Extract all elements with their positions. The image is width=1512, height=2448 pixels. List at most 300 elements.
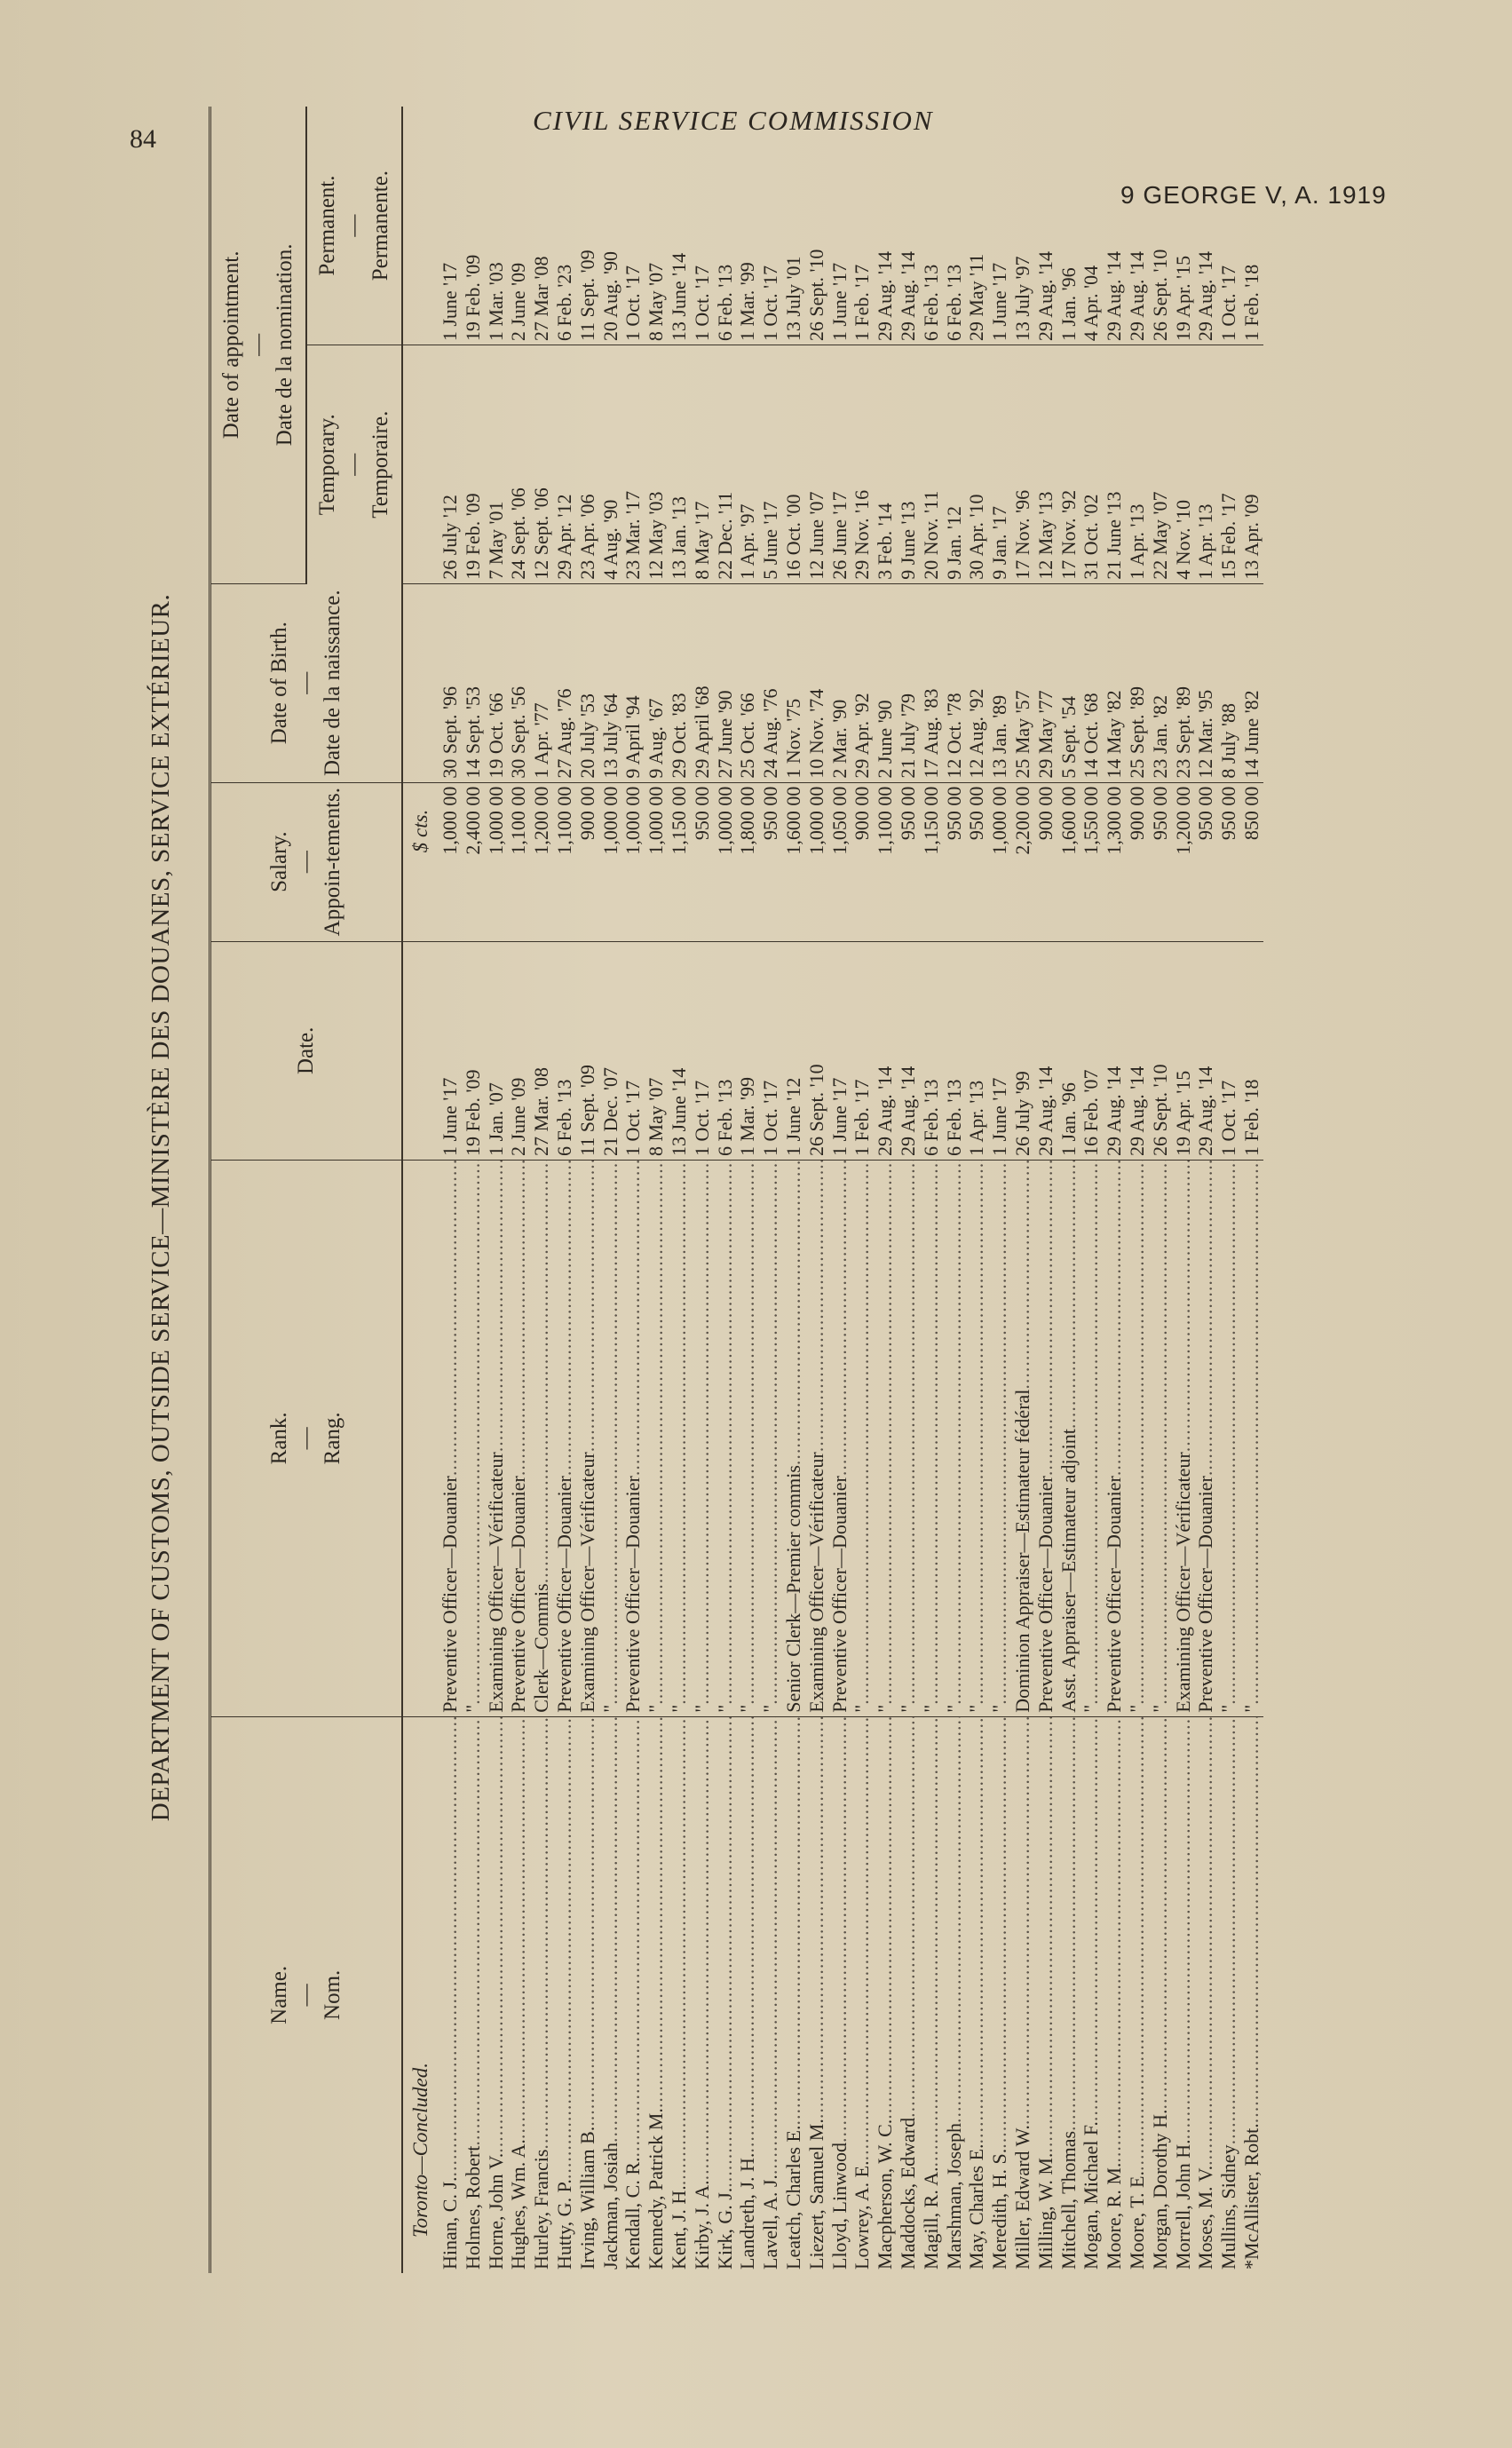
- cell-birth: 27 June '90: [714, 583, 737, 782]
- cell-birth: 23 Sept. '89: [1172, 583, 1195, 782]
- cell-date: 1 June '17: [439, 941, 462, 1160]
- cell-date: 1 Jan. '96: [1057, 941, 1081, 1160]
- cell-rank: " .....: [599, 1160, 622, 1716]
- cell-rank: " .....: [759, 1160, 782, 1716]
- cell-name: Liezert, Samuel M. .....: [805, 1716, 828, 2273]
- cell-date: 29 Aug. '14: [1103, 941, 1126, 1160]
- cell-date: 1 Oct. '17: [759, 941, 782, 1160]
- cell-salary: 1,800 00: [736, 782, 759, 941]
- cell-rank: Preventive Officer—Douanier .....: [1103, 1160, 1126, 1716]
- cell-rank: Examining Officer—Vérificateur .....: [1172, 1160, 1195, 1716]
- cell-temporary: 9 June '13: [897, 345, 920, 584]
- table-row: [943, 107, 966, 2273]
- cell-birth: 14 June '82: [1240, 583, 1263, 782]
- cell-date: 1 June '17: [988, 941, 1011, 1160]
- cell-birth: 23 Jan. '82: [1149, 583, 1172, 782]
- cell-birth: 12 Mar. '95: [1194, 583, 1217, 782]
- cell-birth: 25 May '57: [1011, 583, 1034, 782]
- cell-birth: 1 Nov. '75: [782, 583, 805, 782]
- cell-permanent: 1 Oct. '17: [1217, 107, 1240, 345]
- cell-rank: Preventive Officer—Douanier .....: [1034, 1160, 1057, 1716]
- cell-birth: 20 July '53: [576, 583, 599, 782]
- cell-birth: 29 Apr. '92: [851, 583, 874, 782]
- cell-permanent: 1 June '17: [988, 107, 1011, 345]
- cell-permanent: 1 June '17: [828, 107, 851, 345]
- cell-permanent: 29 Aug. '14: [874, 107, 897, 345]
- cell-permanent: 1 Mar. '99: [736, 107, 759, 345]
- cell-date: 1 Feb. '17: [851, 941, 874, 1160]
- cell-rank: Dominion Appraiser—Estimateur fédéral .....: [1011, 1160, 1034, 1716]
- cell-temporary: 3 Feb. '14: [874, 345, 897, 584]
- cell-name: Marshman, Joseph .....: [943, 1716, 966, 2273]
- cell-name: Landreth, J. H. .....: [736, 1716, 759, 2273]
- cell-name: Horne, John V. .....: [485, 1716, 508, 2273]
- table-row: [851, 107, 874, 2273]
- cell-temporary: 23 Apr. '06: [576, 345, 599, 584]
- cell-rank: " .....: [920, 1160, 943, 1716]
- cell-birth: 12 Aug. '92: [965, 583, 988, 782]
- table-row: [1172, 107, 1195, 2273]
- cell-birth: 1 Apr. '77: [530, 583, 553, 782]
- cell-salary: 1,000 00: [645, 782, 668, 941]
- header-date: Date.: [210, 941, 403, 1160]
- cell-name: Kennedy, Patrick M. .....: [645, 1716, 668, 2273]
- cell-temporary: 20 Nov. '11: [920, 345, 943, 584]
- cell-temporary: 12 June '07: [805, 345, 828, 584]
- cell-name: Hurley, Francis .....: [530, 1716, 553, 2273]
- cell-rank: Examining Officer—Vérificateur .....: [576, 1160, 599, 1716]
- cell-birth: 14 Sept. '53: [462, 583, 485, 782]
- table-row: [1080, 107, 1103, 2273]
- cell-birth: 25 Sept. '89: [1126, 583, 1149, 782]
- table-row: [621, 107, 645, 2273]
- rotated-table-region: [146, 107, 1452, 2273]
- cell-rank: Preventive Officer—Douanier .....: [553, 1160, 576, 1716]
- cell-temporary: 22 Dec. '11: [714, 345, 737, 584]
- cell-name: Moses, M. V. .....: [1194, 1716, 1217, 2273]
- cell-name: Kirby, J. A. .....: [691, 1716, 714, 2273]
- cell-permanent: 19 Feb. '09: [462, 107, 485, 345]
- cell-rank: " .....: [1217, 1160, 1240, 1716]
- cell-salary: 850 00: [1240, 782, 1263, 941]
- cell-birth: 2 June '90: [874, 583, 897, 782]
- cell-rank: " .....: [874, 1160, 897, 1716]
- cell-permanent: 2 June '09: [507, 107, 530, 345]
- cell-temporary: 19 Feb. '09: [462, 345, 485, 584]
- cell-salary: 1,000 00: [714, 782, 737, 941]
- cell-rank: " .....: [691, 1160, 714, 1716]
- table-row: [691, 107, 714, 2273]
- cell-birth: 2 Mar. '90: [828, 583, 851, 782]
- cell-name: Lavell, A. J. .....: [759, 1716, 782, 2273]
- cell-permanent: 1 Oct. '17: [759, 107, 782, 345]
- cell-temporary: 12 May '03: [645, 345, 668, 584]
- cell-rank: Examining Officer—Vérificateur .....: [485, 1160, 508, 1716]
- cell-date: 1 Apr. '13: [965, 941, 988, 1160]
- cell-name: Irving, William B. .....: [576, 1716, 599, 2273]
- table-row: [1126, 107, 1149, 2273]
- cell-salary: 950 00: [1194, 782, 1217, 941]
- cell-permanent: 29 Aug. '14: [897, 107, 920, 345]
- cell-temporary: 16 Oct. '00: [782, 345, 805, 584]
- cell-permanent: 1 Feb. '17: [851, 107, 874, 345]
- table-row: [599, 107, 622, 2273]
- cell-birth: 24 Aug. '76: [759, 583, 782, 782]
- cell-name: Mitchell, Thomas .....: [1057, 1716, 1081, 2273]
- cell-rank: " .....: [1080, 1160, 1103, 1716]
- cell-temporary: 23 Mar. '17: [621, 345, 645, 584]
- cell-date: 29 Aug. '14: [1194, 941, 1217, 1160]
- header-appointment: Date of appointment. — Date de la nomination.: [210, 107, 307, 583]
- cell-date: 19 Feb. '09: [462, 941, 485, 1160]
- cell-name: Kent, J. H. .....: [668, 1716, 691, 2273]
- salary-units: $ cts.: [402, 782, 439, 941]
- table-row: [1103, 107, 1126, 2273]
- cell-salary: 900 00: [1126, 782, 1149, 941]
- cell-temporary: 22 May '07: [1149, 345, 1172, 584]
- table-row: [897, 107, 920, 2273]
- cell-name: Milling, W. M. .....: [1034, 1716, 1057, 2273]
- cell-salary: 900 00: [1034, 782, 1057, 941]
- cell-permanent: 1 Oct. '17: [691, 107, 714, 345]
- cell-name: Hutty, G. P. .....: [553, 1716, 576, 2273]
- cell-permanent: 20 Aug. '90: [599, 107, 622, 345]
- cell-temporary: 13 Jan. '13: [668, 345, 691, 584]
- running-head: CIVIL SERVICE COMMISSION: [533, 105, 934, 136]
- cell-permanent: 6 Feb. '23: [553, 107, 576, 345]
- cell-permanent: 1 Mar. '03: [485, 107, 508, 345]
- cell-permanent: 26 Sept. '10: [1149, 107, 1172, 345]
- cell-rank: " .....: [965, 1160, 988, 1716]
- table-row: [485, 107, 508, 2273]
- cell-rank: " .....: [645, 1160, 668, 1716]
- table-row: [1011, 107, 1034, 2273]
- cell-name: Kendall, C. R. .....: [621, 1716, 645, 2273]
- table-row: [1034, 107, 1057, 2273]
- cell-date: 29 Aug. '14: [897, 941, 920, 1160]
- cell-rank: Examining Officer—Vérificateur .....: [805, 1160, 828, 1716]
- cell-birth: 9 Aug. '67: [645, 583, 668, 782]
- cell-temporary: 26 July '12: [439, 345, 462, 584]
- cell-date: 6 Feb. '13: [714, 941, 737, 1160]
- cell-rank: Preventive Officer—Douanier .....: [621, 1160, 645, 1716]
- cell-temporary: 17 Nov. '96: [1011, 345, 1034, 584]
- table-row: [782, 107, 805, 2273]
- cell-salary: 1,100 00: [507, 782, 530, 941]
- session-label: 9 GEORGE V, A. 1919: [1120, 181, 1387, 209]
- table-row: [805, 107, 828, 2273]
- cell-birth: 13 July '64: [599, 583, 622, 782]
- cell-temporary: 1 Apr. '13: [1126, 345, 1149, 584]
- cell-name: Maddocks, Edward .....: [897, 1716, 920, 2273]
- cell-birth: 29 May '77: [1034, 583, 1057, 782]
- cell-name: Jackman, Josiah .....: [599, 1716, 622, 2273]
- cell-rank: " .....: [897, 1160, 920, 1716]
- cell-birth: 25 Oct. '66: [736, 583, 759, 782]
- cell-birth: 17 Aug. '83: [920, 583, 943, 782]
- cell-permanent: 13 June '14: [668, 107, 691, 345]
- cell-birth: 9 April '94: [621, 583, 645, 782]
- cell-date: 6 Feb. '13: [943, 941, 966, 1160]
- cell-permanent: 1 Oct. '17: [621, 107, 645, 345]
- table-row: [1057, 107, 1081, 2273]
- cell-salary: 2,200 00: [1011, 782, 1034, 941]
- cell-permanent: 1 June '17: [439, 107, 462, 345]
- cell-name: *McAllister, Robt. .....: [1240, 1716, 1263, 2273]
- cell-birth: 27 Aug. '76: [553, 583, 576, 782]
- cell-name: Meredith, H. S. .....: [988, 1716, 1011, 2273]
- cell-rank: " .....: [988, 1160, 1011, 1716]
- table-row: [736, 107, 759, 2273]
- cell-date: 16 Feb. '07: [1080, 941, 1103, 1160]
- cell-salary: 1,000 00: [988, 782, 1011, 941]
- cell-permanent: 29 Aug. '14: [1126, 107, 1149, 345]
- cell-rank: " .....: [1240, 1160, 1263, 1716]
- cell-temporary: 4 Nov. '10: [1172, 345, 1195, 584]
- cell-temporary: 29 Nov. '16: [851, 345, 874, 584]
- header-salary: Salary. — Appoin-tements.: [210, 782, 403, 941]
- cell-salary: 1,600 00: [782, 782, 805, 941]
- header-birth: Date of Birth. — Date de la naissance.: [210, 583, 403, 782]
- cell-date: 1 Mar. '99: [736, 941, 759, 1160]
- cell-rank: Preventive Officer—Douanier .....: [439, 1160, 462, 1716]
- cell-date: 2 June '09: [507, 941, 530, 1160]
- table-row: [668, 107, 691, 2273]
- cell-rank: " .....: [1126, 1160, 1149, 1716]
- header-row: [210, 107, 307, 2273]
- table-row: [874, 107, 897, 2273]
- cell-temporary: 13 Apr. '09: [1240, 345, 1263, 584]
- cell-salary: 950 00: [1217, 782, 1240, 941]
- cell-name: Hughes, Wm. A. .....: [507, 1716, 530, 2273]
- cell-date: 1 Jan. '07: [485, 941, 508, 1160]
- cell-salary: 950 00: [965, 782, 988, 941]
- staff-table: [209, 107, 1263, 2273]
- table-row: [1149, 107, 1172, 2273]
- cell-temporary: 7 May '01: [485, 345, 508, 584]
- section-label: Toronto—Concluded.: [409, 2062, 432, 2238]
- cell-name: Mullins, Sidney .....: [1217, 1716, 1240, 2273]
- cell-salary: 1,600 00: [1057, 782, 1081, 941]
- cell-permanent: 29 Aug. '14: [1103, 107, 1126, 345]
- cell-name: Mogan, Michael F. .....: [1080, 1716, 1103, 2273]
- cell-rank: Asst. Appraiser—Estimateur adjoint .....: [1057, 1160, 1081, 1716]
- cell-rank: " .....: [714, 1160, 737, 1716]
- cell-date: 8 May '07: [645, 941, 668, 1160]
- cell-salary: 950 00: [943, 782, 966, 941]
- cell-date: 11 Sept. '09: [576, 941, 599, 1160]
- cell-permanent: 19 Apr. '15: [1172, 107, 1195, 345]
- cell-birth: 5 Sept. '54: [1057, 583, 1081, 782]
- cell-salary: 1,550 00: [1080, 782, 1103, 941]
- table-row: [507, 107, 530, 2273]
- cell-rank: " .....: [943, 1160, 966, 1716]
- table-row: [439, 107, 462, 2273]
- section-row: [402, 107, 439, 2273]
- cell-temporary: 26 June '17: [828, 345, 851, 584]
- cell-rank: Preventive Officer—Douanier .....: [1194, 1160, 1217, 1716]
- cell-date: 1 Oct. '17: [621, 941, 645, 1160]
- table-row: [530, 107, 553, 2273]
- cell-permanent: 29 May '11: [965, 107, 988, 345]
- header-temporary: Temporary. — Temporaire.: [306, 345, 402, 584]
- cell-date: 1 June '17: [828, 941, 851, 1160]
- cell-name: Morgan, Dorothy H. .....: [1149, 1716, 1172, 2273]
- table-row: [553, 107, 576, 2273]
- cell-name: Morrell, John H. .....: [1172, 1716, 1195, 2273]
- table-row: [828, 107, 851, 2273]
- cell-birth: 14 May '82: [1103, 583, 1126, 782]
- cell-date: 1 Feb. '18: [1240, 941, 1263, 1160]
- cell-rank: Preventive Officer—Douanier .....: [828, 1160, 851, 1716]
- cell-salary: 1,100 00: [874, 782, 897, 941]
- cell-name: Moore, R. M. .....: [1103, 1716, 1126, 2273]
- cell-salary: 1,200 00: [530, 782, 553, 941]
- cell-name: Kirk, G. J. .....: [714, 1716, 737, 2273]
- cell-permanent: 11 Sept. '09: [576, 107, 599, 345]
- cell-date: 13 June '14: [668, 941, 691, 1160]
- table-row: [462, 107, 485, 2273]
- table-row: [1217, 107, 1240, 2273]
- cell-salary: 1,150 00: [920, 782, 943, 941]
- cell-rank: " .....: [851, 1160, 874, 1716]
- cell-salary: 1,000 00: [805, 782, 828, 941]
- cell-salary: 900 00: [576, 782, 599, 941]
- cell-temporary: 9 Jan. '12: [943, 345, 966, 584]
- cell-temporary: 1 Apr. '97: [736, 345, 759, 584]
- cell-salary: 1,000 00: [485, 782, 508, 941]
- cell-date: 19 Apr. '15: [1172, 941, 1195, 1160]
- cell-temporary: 30 Apr. '10: [965, 345, 988, 584]
- cell-date: 1 Oct. '17: [691, 941, 714, 1160]
- cell-name: Lloyd, Linwood .....: [828, 1716, 851, 2273]
- cell-permanent: 29 Aug. '14: [1034, 107, 1057, 345]
- cell-name: May, Charles E. .....: [965, 1716, 988, 2273]
- cell-temporary: 29 Apr. '12: [553, 345, 576, 584]
- table-row: [576, 107, 599, 2273]
- cell-salary: 950 00: [897, 782, 920, 941]
- cell-date: 21 Dec. '07: [599, 941, 622, 1160]
- cell-date: 26 July '99: [1011, 941, 1034, 1160]
- cell-permanent: 1 Feb. '18: [1240, 107, 1263, 345]
- cell-salary: 2,400 00: [462, 782, 485, 941]
- cell-date: 29 Aug. '14: [874, 941, 897, 1160]
- cell-temporary: 24 Sept. '06: [507, 345, 530, 584]
- cell-rank: Senior Clerk—Premier commis .....: [782, 1160, 805, 1716]
- cell-name: Lowrey, A. E. .....: [851, 1716, 874, 2273]
- table-row: [759, 107, 782, 2273]
- cell-birth: 29 Oct. '83: [668, 583, 691, 782]
- cell-birth: 30 Sept. '56: [507, 583, 530, 782]
- cell-rank: " .....: [736, 1160, 759, 1716]
- cell-birth: 21 July '79: [897, 583, 920, 782]
- cell-permanent: 13 July '97: [1011, 107, 1034, 345]
- cell-birth: 29 April '68: [691, 583, 714, 782]
- cell-permanent: 29 Aug. '14: [1194, 107, 1217, 345]
- cell-date: 29 Aug. '14: [1126, 941, 1149, 1160]
- cell-date: 1 June '12: [782, 941, 805, 1160]
- cell-date: 6 Feb. '13: [920, 941, 943, 1160]
- cell-permanent: 4 Apr. '04: [1080, 107, 1103, 345]
- cell-salary: 1,100 00: [553, 782, 576, 941]
- cell-permanent: 6 Feb. '13: [920, 107, 943, 345]
- cell-salary: 1,050 00: [828, 782, 851, 941]
- table-row: [714, 107, 737, 2273]
- cell-temporary: 21 June '13: [1103, 345, 1126, 584]
- cell-permanent: 26 Sept. '10: [805, 107, 828, 345]
- cell-temporary: 31 Oct. '02: [1080, 345, 1103, 584]
- cell-permanent: 8 May '07: [645, 107, 668, 345]
- cell-name: Miller, Edward W. .....: [1011, 1716, 1034, 2273]
- cell-date: 1 Oct. '17: [1217, 941, 1240, 1160]
- cell-temporary: 5 June '17: [759, 345, 782, 584]
- cell-name: Magill, R. A. .....: [920, 1716, 943, 2273]
- table-row: [1194, 107, 1217, 2273]
- cell-birth: 19 Oct. '66: [485, 583, 508, 782]
- table-row: [965, 107, 988, 2273]
- table-row: [645, 107, 668, 2273]
- cell-date: 6 Feb. '13: [553, 941, 576, 1160]
- table-row: [920, 107, 943, 2273]
- cell-salary: 1,000 00: [439, 782, 462, 941]
- cell-birth: 30 Sept. '96: [439, 583, 462, 782]
- cell-date: 27 Mar. '08: [530, 941, 553, 1160]
- cell-temporary: 1 Apr. '13: [1194, 345, 1217, 584]
- cell-salary: 950 00: [1149, 782, 1172, 941]
- cell-birth: 10 Nov. '74: [805, 583, 828, 782]
- cell-temporary: 9 Jan. '17: [988, 345, 1011, 584]
- cell-temporary: 4 Aug. '90: [599, 345, 622, 584]
- cell-salary: 900 00: [851, 782, 874, 941]
- cell-permanent: 27 Mar '08: [530, 107, 553, 345]
- cell-birth: 13 Jan. '89: [988, 583, 1011, 782]
- header-rank: Rank. — Rang.: [210, 1160, 403, 1716]
- cell-salary: 1,300 00: [1103, 782, 1126, 941]
- cell-salary: 1,150 00: [668, 782, 691, 941]
- cell-birth: 8 July '88: [1217, 583, 1240, 782]
- cell-name: Macpherson, W. C. .....: [874, 1716, 897, 2273]
- cell-date: 26 Sept. '10: [1149, 941, 1172, 1160]
- cell-permanent: 13 July '01: [782, 107, 805, 345]
- cell-date: 29 Aug. '14: [1034, 941, 1057, 1160]
- cell-rank: Preventive Officer—Douanier .....: [507, 1160, 530, 1716]
- cell-permanent: 6 Feb. '13: [943, 107, 966, 345]
- cell-name: Moore, T. E. .....: [1126, 1716, 1149, 2273]
- cell-rank: Clerk—Commis .....: [530, 1160, 553, 1716]
- cell-name: Holmes, Robert .....: [462, 1716, 485, 2273]
- cell-rank: " .....: [668, 1160, 691, 1716]
- cell-birth: 14 Oct. '68: [1080, 583, 1103, 782]
- department-title: DEPARTMENT OF CUSTOMS, OUTSIDE SERVICE—MINISTÈRE DES DOUANES, SERVICE EXTÉRIEUR.: [146, 593, 175, 1822]
- table-row: [1240, 107, 1263, 2273]
- cell-salary: 1,000 00: [621, 782, 645, 941]
- cell-temporary: 15 Feb. '17: [1217, 345, 1240, 584]
- cell-salary: 1,000 00: [599, 782, 622, 941]
- cell-date: 26 Sept. '10: [805, 941, 828, 1160]
- cell-permanent: 1 Jan. '96: [1057, 107, 1081, 345]
- header-permanent: Permanent. — Permanente.: [306, 107, 402, 345]
- cell-temporary: 12 Sept. '06: [530, 345, 553, 584]
- cell-permanent: 6 Feb. '13: [714, 107, 737, 345]
- cell-birth: 12 Oct. '78: [943, 583, 966, 782]
- cell-salary: 950 00: [691, 782, 714, 941]
- cell-salary: 950 00: [759, 782, 782, 941]
- cell-temporary: 8 May '17: [691, 345, 714, 584]
- cell-name: Leatch, Charles E. .....: [782, 1716, 805, 2273]
- table-row: [988, 107, 1011, 2273]
- cell-temporary: 17 Nov. '92: [1057, 345, 1081, 584]
- cell-salary: 1,200 00: [1172, 782, 1195, 941]
